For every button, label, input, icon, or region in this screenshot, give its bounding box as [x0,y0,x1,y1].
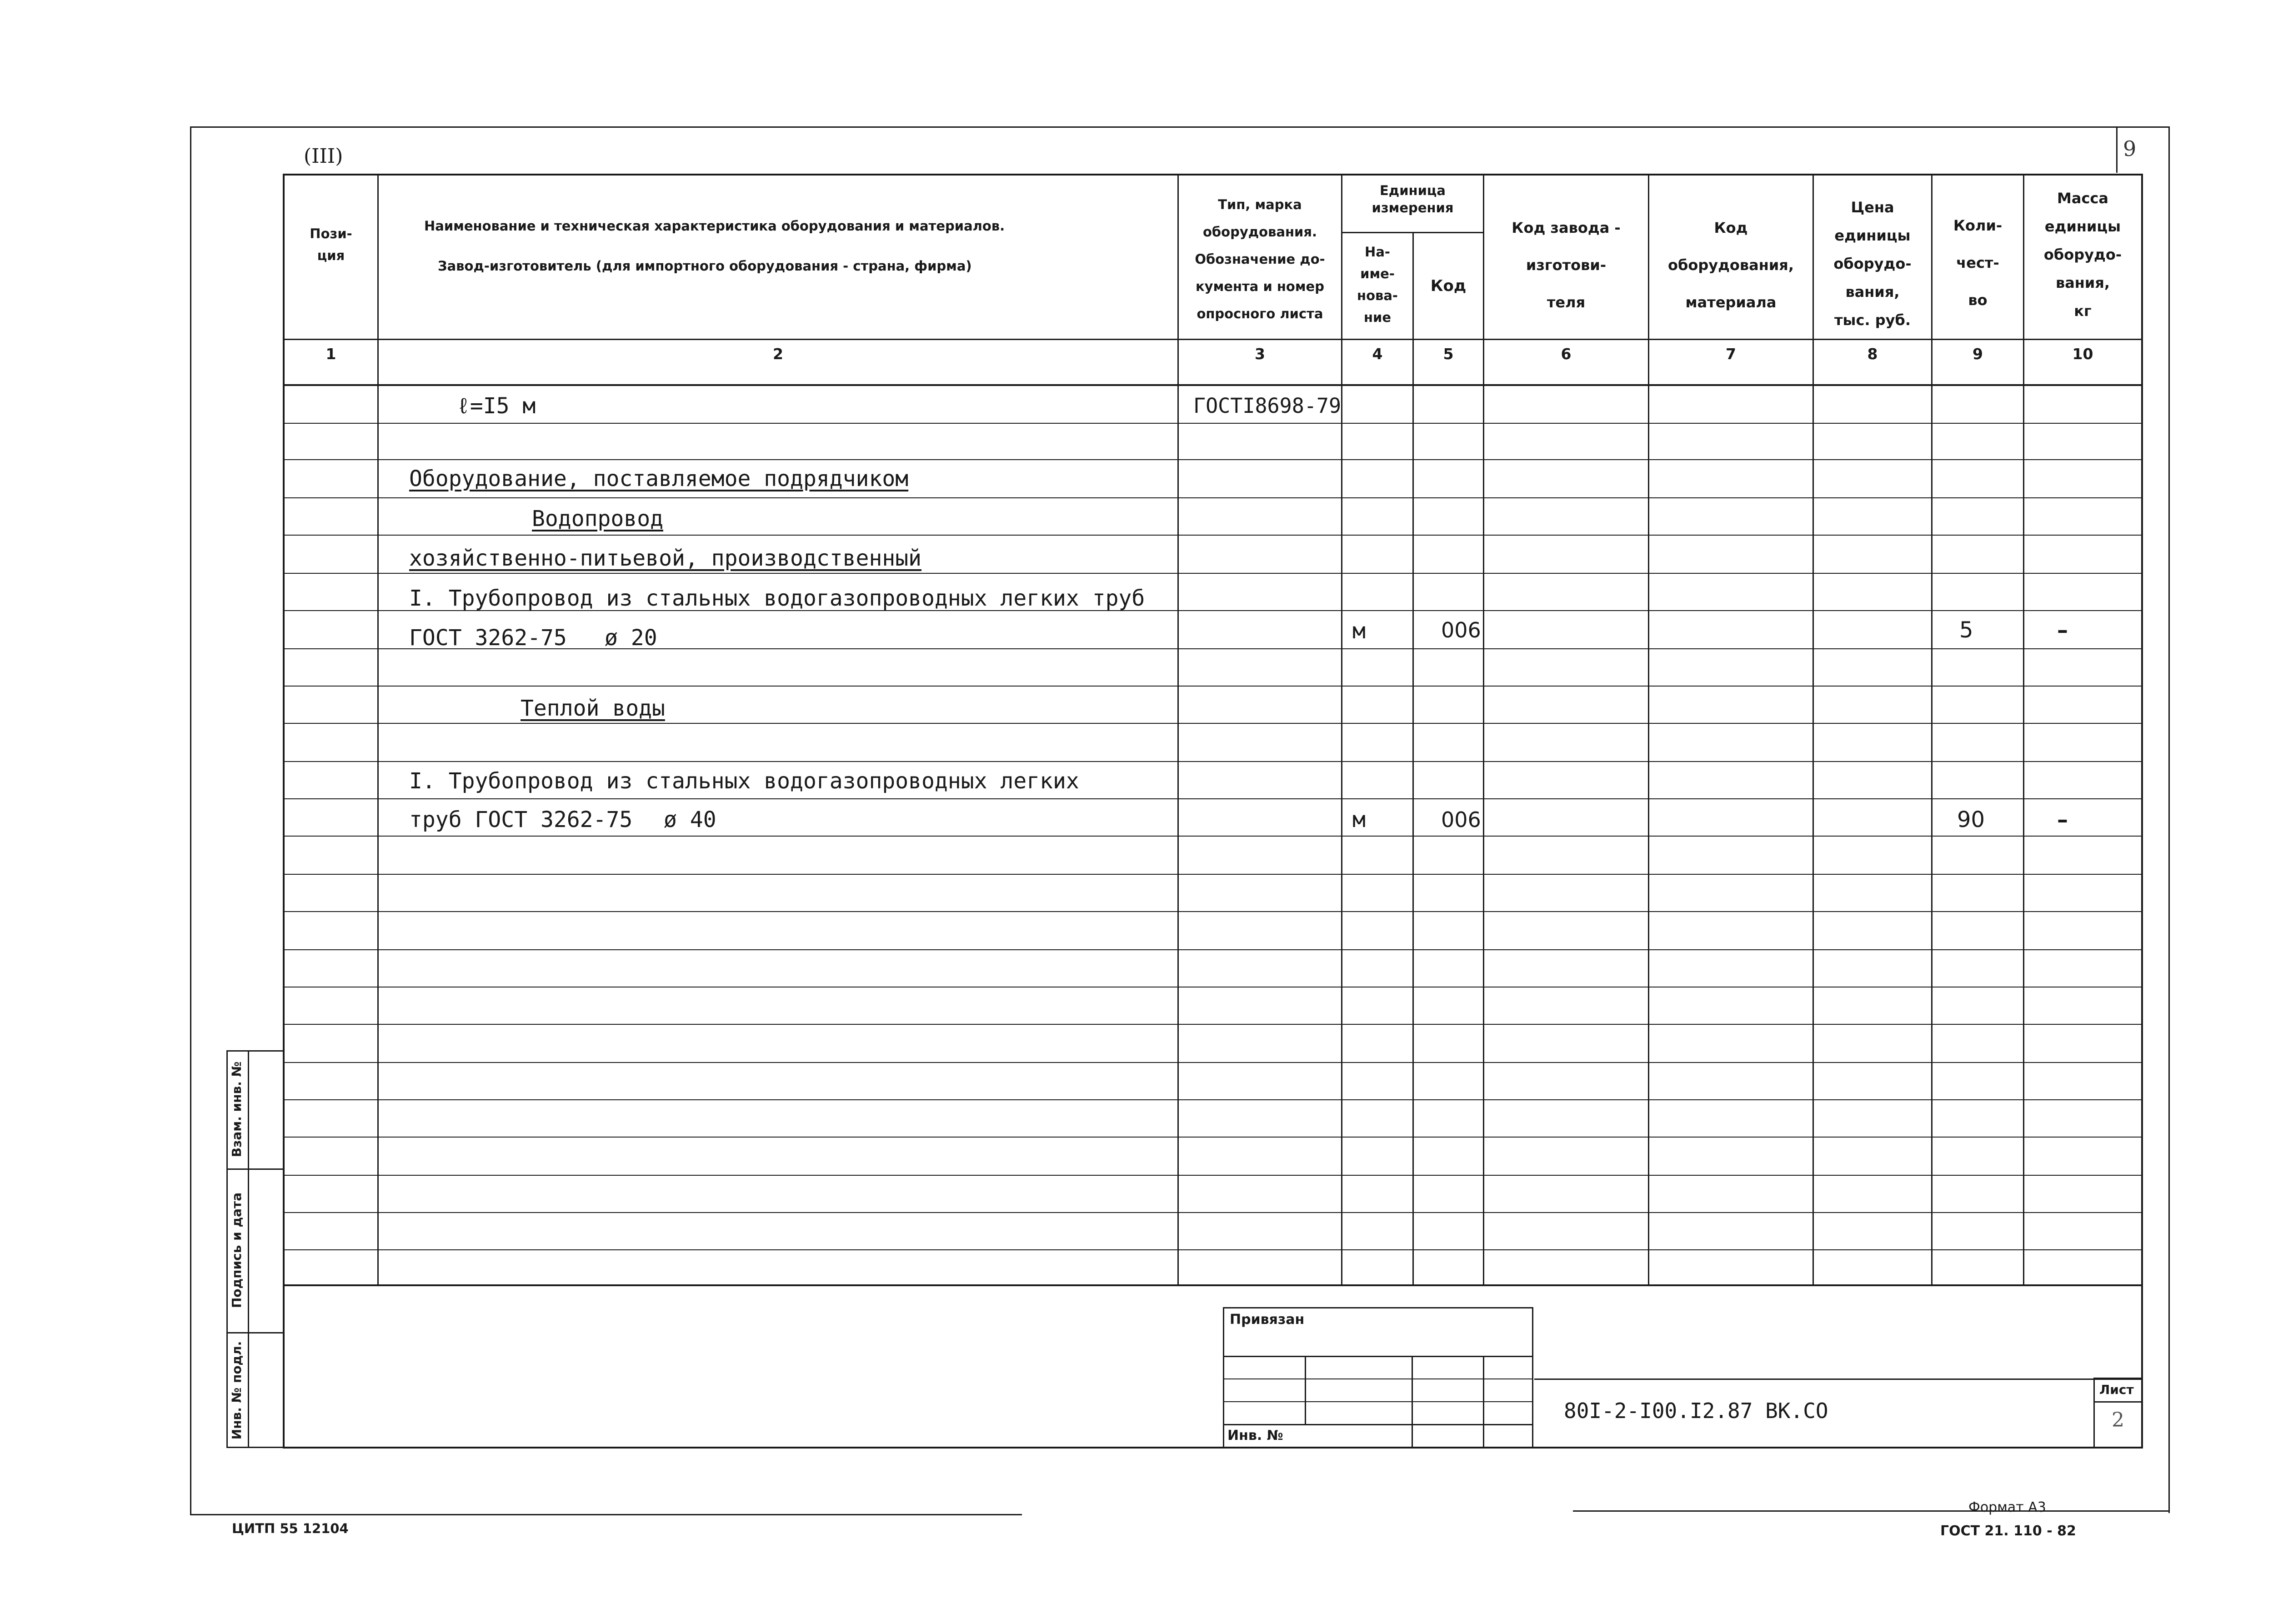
col-line-3 [1341,174,1342,1285]
col-line-1 [377,174,379,1285]
col-line-6 [1648,174,1649,1285]
footer-format: Формат А3 [1968,1499,2046,1515]
tb-sheet-number: 2 [2112,1408,2124,1432]
tb-code-top [1534,1378,2141,1380]
col-line-7 [1812,174,1814,1285]
side-stamp-top [226,1050,284,1052]
header-col1: Пози- ция [310,226,352,263]
outer-frame-left [190,126,191,1515]
tb-privyazan-top [1223,1307,1533,1308]
table-row-line [283,1137,2143,1138]
col-line-9 [2023,174,2024,1285]
tb-col-2 [1412,1356,1413,1448]
header-number-6: 6 [1561,345,1572,363]
tb-doc-code: 80I-2-I00.I2.87 ВК.СО [1564,1398,1828,1423]
subsection-title-water-2: хозяйственно-питьевой, производственный [409,546,922,571]
header-number-2: 2 [773,345,783,363]
tb-row-1 [1223,1356,1533,1357]
table-row-line [283,874,2143,875]
header-number-10: 10 [2072,345,2093,363]
header-number-9: 9 [1973,345,1983,363]
footer-left-code: ЦИТП 55 12104 [232,1521,349,1536]
subsection-title-water: Водопровод [532,506,663,531]
table-row-line [283,535,2143,536]
table-row-line [283,686,2143,687]
side-stamp-left [226,1050,228,1448]
item2-mass: – [2057,807,2068,832]
col-line-2 [1177,174,1179,1285]
corner-divider [2116,127,2118,173]
item2-quantity: 90 [1957,807,1985,832]
tb-privyazan-label: Привязан [1230,1312,1305,1328]
header-number-3: 3 [1255,345,1265,363]
table-row-line [283,723,2143,724]
header-col8: Цена единицы оборудо- вания, тыс. руб. [1833,199,1912,329]
table-row-line [283,798,2143,799]
item1-mass: – [2057,617,2068,643]
header-col10: Масса единицы оборудо- вания, кг [2043,190,2122,320]
header-number-8: 8 [1867,345,1878,363]
item2-unit: м [1352,807,1366,832]
table-row-line [283,911,2143,912]
table-row-line [283,1062,2143,1063]
row-length-note: ℓ=I5 м [457,393,536,419]
header-bottom [283,339,2143,340]
unit-group-divider [1341,232,1484,233]
table-top [283,174,2143,175]
table-row-line [283,1175,2143,1176]
table-row-line [283,1099,2143,1100]
item2-line2: труб ГОСТ 3262-75 [409,807,633,832]
sheet-corner-label: (III) [304,145,343,168]
side-stamp-vzam: Взам. инв. № [229,1061,244,1158]
side-stamp-div-2 [226,1332,284,1333]
section-title: Оборудование, поставляемое подрядчиком [409,466,909,491]
table-row-line [283,761,2143,762]
side-stamp-inner [248,1050,249,1448]
header-number-4: 4 [1372,345,1383,363]
col-line-4 [1412,232,1414,1285]
table-row-line [283,1212,2143,1213]
item1-unit: м [1352,618,1366,644]
header-col2: Наименование и техническая характеристика оборудования и материалов. Завод-изготовитель (для импортного оборудования - страна, фирма) [424,218,1005,274]
tb-row-2 [1223,1378,1533,1379]
outer-frame-bottom-right [1573,1510,2168,1512]
tb-privyazan-right [1532,1307,1533,1448]
header-number-7: 7 [1726,345,1736,363]
outer-frame-top [190,126,2170,128]
side-stamp-bottom [226,1447,284,1448]
side-stamp-div-1 [226,1168,284,1170]
table-row-line [283,1024,2143,1025]
side-stamp-inv-podl: Инв. № подл. [229,1341,244,1440]
item1-line2: ГОСТ 3262-75 [409,625,567,651]
content-bottom [283,1284,2143,1286]
header-number-1: 1 [325,345,336,363]
header-number-5: 5 [1443,345,1454,363]
header-unit-group: Единица измерения [1372,183,1454,216]
item1-quantity: 5 [1959,617,1973,643]
col-line-5 [1483,174,1484,1285]
item2-line1: I. Трубопровод из стальных водогазопроводных легких [409,768,1079,794]
header-col9: Коли- чест- во [1953,217,2003,309]
header-number-bottom [283,384,2143,386]
table-row-line [283,423,2143,424]
table-row-line [283,497,2143,498]
tb-sheet-label: Лист [2099,1382,2134,1397]
footer-gost: ГОСТ 21. 110 - 82 [1940,1523,2076,1539]
table-row-line [283,573,2143,574]
tb-sheet-div [2093,1401,2143,1403]
table-right [2141,174,2143,1448]
outer-frame-bottom [190,1514,1022,1515]
tb-inv-label: Инв. № [1227,1428,1283,1444]
header-col4: На- име- нова- ние [1357,244,1398,325]
table-row-line [283,459,2143,460]
tb-col-1 [1305,1356,1306,1425]
table-row-line [283,836,2143,837]
item2-code: 006 [1441,807,1481,832]
tb-col-3 [1483,1356,1484,1448]
item1-diameter: ø 20 [605,625,657,651]
tb-sheet-top [2093,1378,2143,1379]
item1-line1: I. Трубопровод из стальных водогазопроводных легких труб [409,586,1145,611]
tb-privyazan-left [1223,1307,1224,1448]
header-col5: Код [1430,277,1467,295]
tb-row-4 [1223,1424,1533,1425]
tb-row-3 [1223,1401,1533,1402]
header-col3: Тип, марка оборудования. Обозначение до- кумента и номер опросного листа [1195,197,1325,321]
table-left [283,174,285,1448]
side-stamp-podpis: Подпись и дата [229,1192,244,1308]
table-row-line [283,949,2143,950]
tb-sheet-left [2093,1378,2095,1448]
item1-code: 006 [1441,618,1481,642]
header-col7: Код оборудования, материала [1668,219,1794,311]
subsection-title-hot-water: Теплой воды [521,696,665,721]
table-row-line [283,1249,2143,1250]
page-number-corner: 9 [2123,136,2137,161]
col-line-8 [1931,174,1933,1285]
header-col6: Код завода - изготови- теля [1512,219,1621,311]
table-bottom [283,1447,2143,1449]
item2-diameter: ø 40 [664,807,716,832]
row-length-doc: ГОСТI8698-79 [1193,394,1342,418]
outer-frame-right [2168,126,2170,1513]
